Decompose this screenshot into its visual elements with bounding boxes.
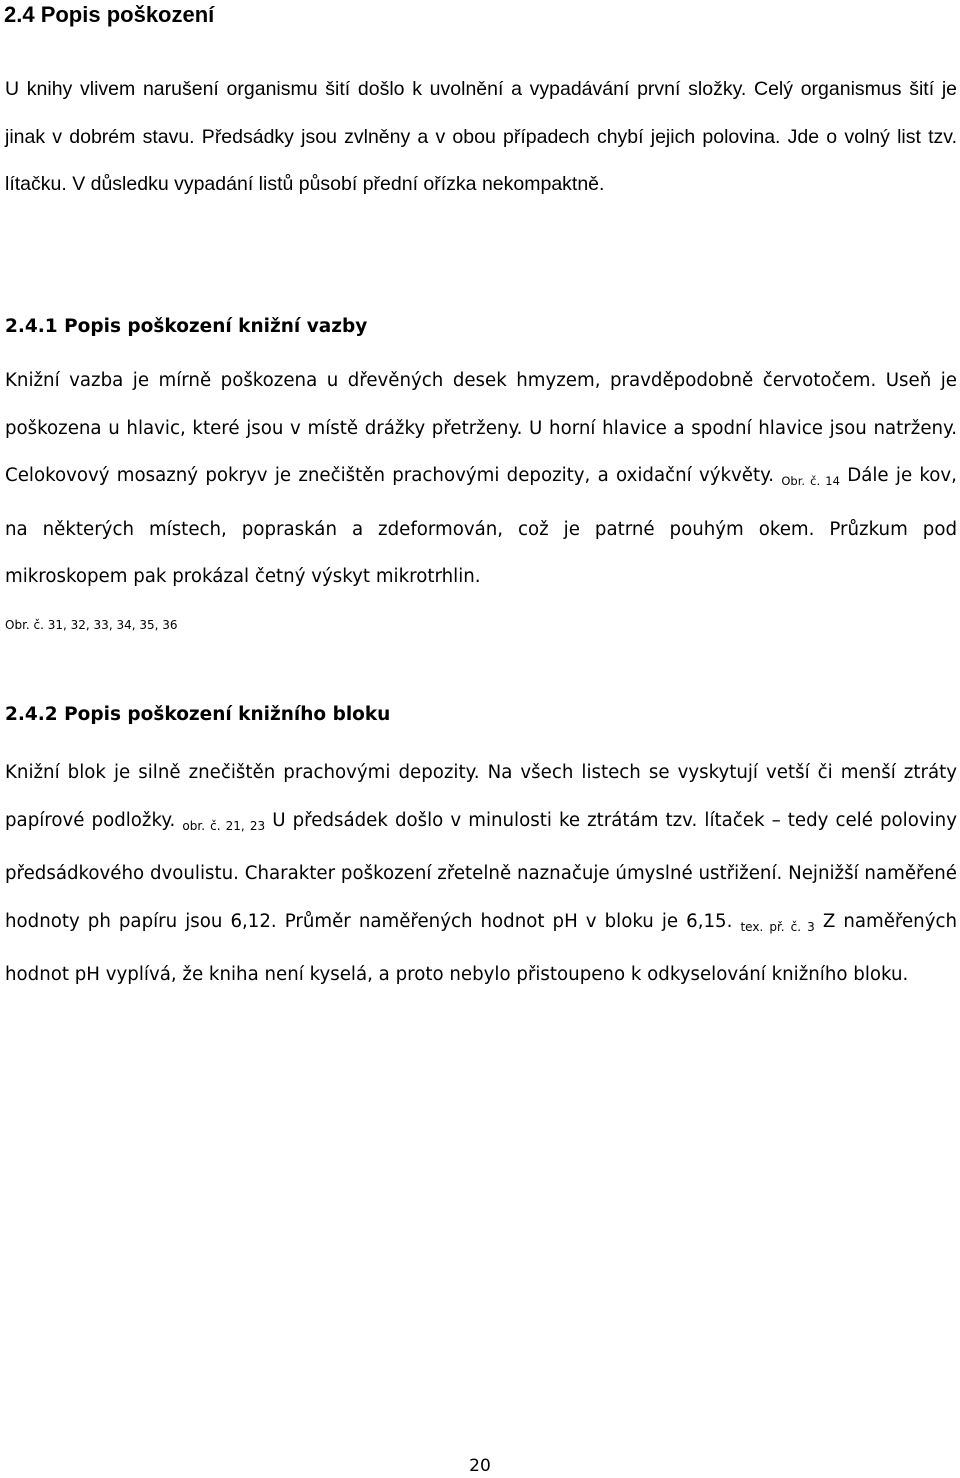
page-number: 20	[469, 1456, 491, 1476]
binding-text-part-2: Dále je kov, na některých místech, popraskán a zdeformován, což je patrné pouhým okem. Průzkum pod mikroskopem pak prokázal četný výskyt mikrotrhlin.	[5, 465, 957, 588]
block-damage-paragraph	[5, 749, 957, 999]
block-text-part-2: U předsádek došlo v minulosti ke ztrátám tzv. lítaček – tedy celé poloviny předsádkového dvoulistu. Charakter poškození zřetelně naznačuje úmyslné ustřižení. Nejnižší naměřené hodnoty ph papíru jsou 6,12. Průměr naměřených hodnot pH v bloku je 6,15.	[5, 809, 957, 932]
section-heading: 2.4 Popis poškození	[4, 2, 215, 27]
binding-damage-paragraph	[5, 357, 957, 601]
appendix-reference: tex. př. č. 3	[740, 919, 815, 934]
figure-reference: obr. č. 21, 23	[182, 818, 266, 833]
section-intro-paragraph: U knihy vlivem narušení organismu šití došlo k uvolnění a vypadávání první složky. Celý organismus šití je jinak v dobrém stavu. Předsádky jsou zvlněny a v obou případech chybí jejich polovina. Jde o volný list tzv. lítačku. V důsledku vypadání listů působí přední ořízka nekompaktně.	[5, 78, 957, 195]
binding-damage-heading: 2.4.1 Popis poškození knižní vazby	[5, 316, 368, 337]
figure-references-line: Obr. č. 31, 32, 33, 34, 35, 36	[5, 618, 178, 632]
figure-reference: Obr. č. 14	[781, 474, 840, 489]
block-text-part-1: Knižní blok je silně znečištěn prachovými depozity. Na všech listech se vyskytují vetší či menší ztráty papírové podložky.	[5, 762, 957, 831]
block-damage-heading: 2.4.2 Popis poškození knižního bloku	[5, 704, 391, 725]
binding-text-part-1: Knižní vazba je mírně poškozena u dřevěných desek hmyzem, pravděpodobně červotočem. Useň je poškozena u hlavic, které jsou v místě drážky přetrženy. U horní hlavice a spodní hlavice jsou natrženy. Celokovový mosazný pokryv je znečištěn prachovými depozity, a oxidační výkvěty.	[5, 370, 957, 487]
block-text-part-3: Z naměřených hodnot pH vyplívá, že kniha není kyselá, a proto nebylo přistoupeno k odkyselování knižního bloku.	[5, 910, 957, 986]
